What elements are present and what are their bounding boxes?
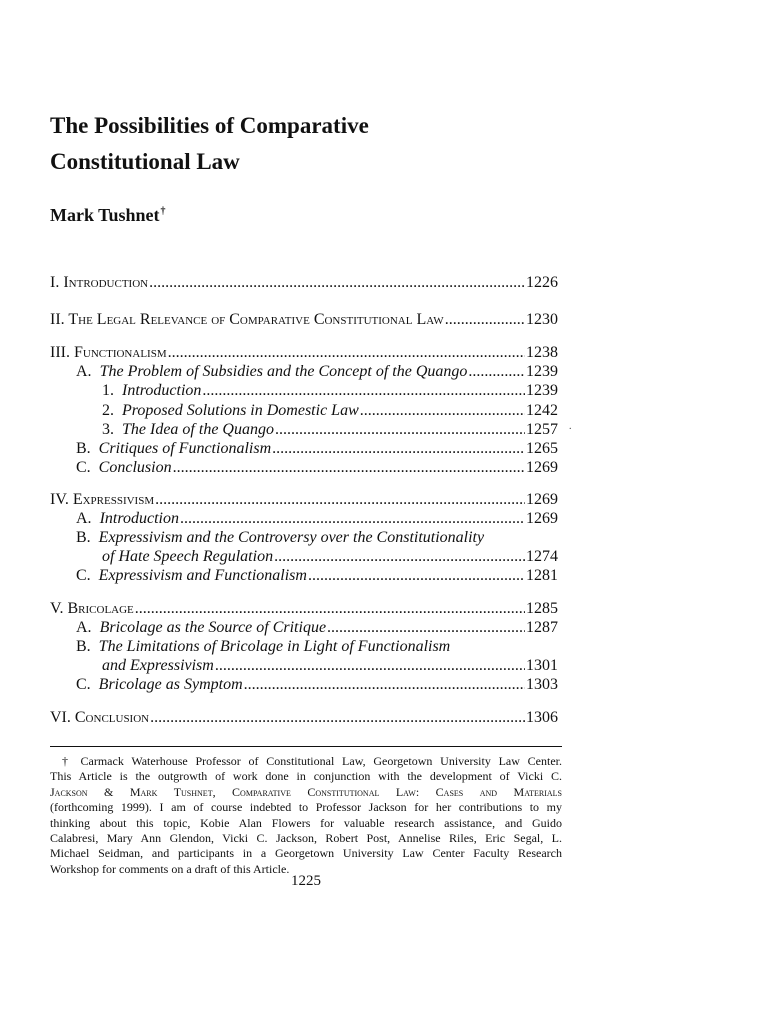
toc-entry-label: The Idea of the Quango xyxy=(122,421,274,438)
toc-entry-label: III. Functionalism xyxy=(50,344,167,361)
toc-entry-page: 1269 xyxy=(526,510,558,527)
toc-entry-label: Introduction xyxy=(122,382,202,399)
toc-entry-page: 1303 xyxy=(526,676,558,693)
toc-entry-bricolage-symptom xyxy=(76,674,558,696)
toc-entry-label: Expressivism and Functionalism xyxy=(98,567,307,584)
footnote-line: Workshop for comments on a draft of this Article. xyxy=(50,861,290,876)
toc-entry-label: The Limitations of Bricolage in Light of Functionalism xyxy=(98,638,451,655)
toc-entry-marker: 2. xyxy=(102,402,114,419)
footnote-line: Calabresi, Mary Ann Glendon, Vicki C. Jackson, Robert Post, Annelise Riles, Eric Segal, L. xyxy=(50,831,562,846)
scan-speck: . xyxy=(569,421,572,432)
footnote-line: This Article is the outgrowth of work done in conjunction with the development of Vicki C. xyxy=(50,769,562,784)
toc-entry-page: 1281 xyxy=(526,567,558,584)
toc-entry-label: II. The Legal Relevance of Comparative Constitutional Law xyxy=(50,311,444,328)
toc-entry-page: 1274 xyxy=(526,548,558,565)
toc-leader-dots xyxy=(173,457,525,479)
toc-leader-dots xyxy=(150,707,525,729)
toc-entry-label: Expressivism and the Controversy over the Constitutionality xyxy=(98,529,485,546)
toc-entry-introduction-sub xyxy=(102,380,558,402)
toc-entry-label: Conclusion xyxy=(98,459,172,476)
toc-entry-label: of Hate Speech Regulation xyxy=(102,548,274,565)
author-name xyxy=(50,201,166,226)
toc-leader-dots xyxy=(445,309,525,331)
toc-entry-marker: C. xyxy=(76,676,91,693)
toc-entry-conclusion-a xyxy=(76,457,558,479)
toc-entry-page: 1269 xyxy=(526,459,558,476)
footnote-line: Michael Seidman, and participants in a Georgetown University Law Center Faculty Research xyxy=(50,846,562,861)
toc-entry-label: The Problem of Subsidies and the Concept of the Quango xyxy=(99,363,468,380)
toc-entry-page: 1226 xyxy=(526,274,558,291)
toc-entry-page: 1306 xyxy=(526,709,558,726)
toc-entry-label: VI. Conclusion xyxy=(50,709,150,726)
footnote xyxy=(50,754,562,877)
toc-leader-dots xyxy=(202,380,525,402)
toc-entry-page: 1285 xyxy=(526,600,558,617)
page-number: 1225 xyxy=(291,873,321,889)
toc-entry-page: 1238 xyxy=(526,344,558,361)
toc-entry-label: Critiques of Functionalism xyxy=(98,440,272,457)
footnote-divider xyxy=(50,746,562,747)
footnote-line: Jackson & Mark Tushnet, Comparative Constitutional Law: Cases and Materials xyxy=(50,784,562,799)
toc-entry-marker: B. xyxy=(76,440,91,457)
footnote-line: thinking about this topic, Kobie Alan Flowers for valuable research assistance, and Guido xyxy=(50,815,562,830)
toc-entry-page: 1242 xyxy=(526,402,558,419)
toc-entry-introduction xyxy=(50,272,558,294)
toc-entry-label: IV. Expressivism xyxy=(50,491,155,508)
toc-entry-label-group xyxy=(76,565,307,587)
toc-entry-marker: C. xyxy=(76,459,91,476)
toc-entry-marker: B. xyxy=(76,529,91,546)
toc-entry-label: V. Bricolage xyxy=(50,600,134,617)
toc-entry-page: 1239 xyxy=(526,363,558,380)
toc-entry-marker: A. xyxy=(76,619,92,636)
toc-entry-label: Introduction xyxy=(99,510,179,527)
author-name-text: Mark Tushnet xyxy=(50,205,160,225)
toc-entry-label-group xyxy=(76,457,172,479)
article-title-line-1: The Possibilities of Comparative xyxy=(50,113,369,138)
toc-entry-page: 1287 xyxy=(526,619,558,636)
toc-entry-expressivism-functionalism xyxy=(76,565,558,587)
article-title-line-2: Constitutional Law xyxy=(50,149,240,174)
toc-leader-dots xyxy=(149,272,525,294)
toc-entry-label: and Expressivism xyxy=(102,657,214,674)
toc-entry-page: 1230 xyxy=(526,311,558,328)
toc-entry-label-group xyxy=(76,674,243,696)
toc-entry-legal-relevance xyxy=(50,309,558,331)
toc-entry-page: 1301 xyxy=(526,657,558,674)
toc-entry-marker: B. xyxy=(76,638,91,655)
toc-entry-label: I. Introduction xyxy=(50,274,149,291)
toc-entry-label: Bricolage as Symptom xyxy=(98,676,243,693)
toc-entry-label: Proposed Solutions in Domestic Law xyxy=(122,402,359,419)
toc-leader-dots xyxy=(244,674,525,696)
toc-entry-conclusion xyxy=(50,707,558,729)
toc-entry-page: 1265 xyxy=(526,440,558,457)
toc-entry-marker: 1. xyxy=(102,382,114,399)
toc-entry-page: 1269 xyxy=(526,491,558,508)
toc-entry-marker: A. xyxy=(76,510,92,527)
toc-entry-label-group xyxy=(102,380,201,402)
toc-entry-marker: A. xyxy=(76,363,92,380)
toc-entry-marker: 3. xyxy=(102,421,114,438)
toc-entry-marker: C. xyxy=(76,567,91,584)
toc-entry-page: 1239 xyxy=(526,382,558,399)
footnote-line: (forthcoming 1999). I am of course indebted to Professor Jackson for her contributions to my xyxy=(50,800,562,815)
toc-entry-page: 1257 xyxy=(526,421,558,438)
toc-leader-dots xyxy=(308,565,525,587)
author-footnote-mark: † xyxy=(160,206,166,217)
footnote-line: † Carmack Waterhouse Professor of Constitutional Law, Georgetown University Law Center. xyxy=(62,754,562,768)
toc-entry-label: Bricolage as the Source of Critique xyxy=(99,619,327,636)
